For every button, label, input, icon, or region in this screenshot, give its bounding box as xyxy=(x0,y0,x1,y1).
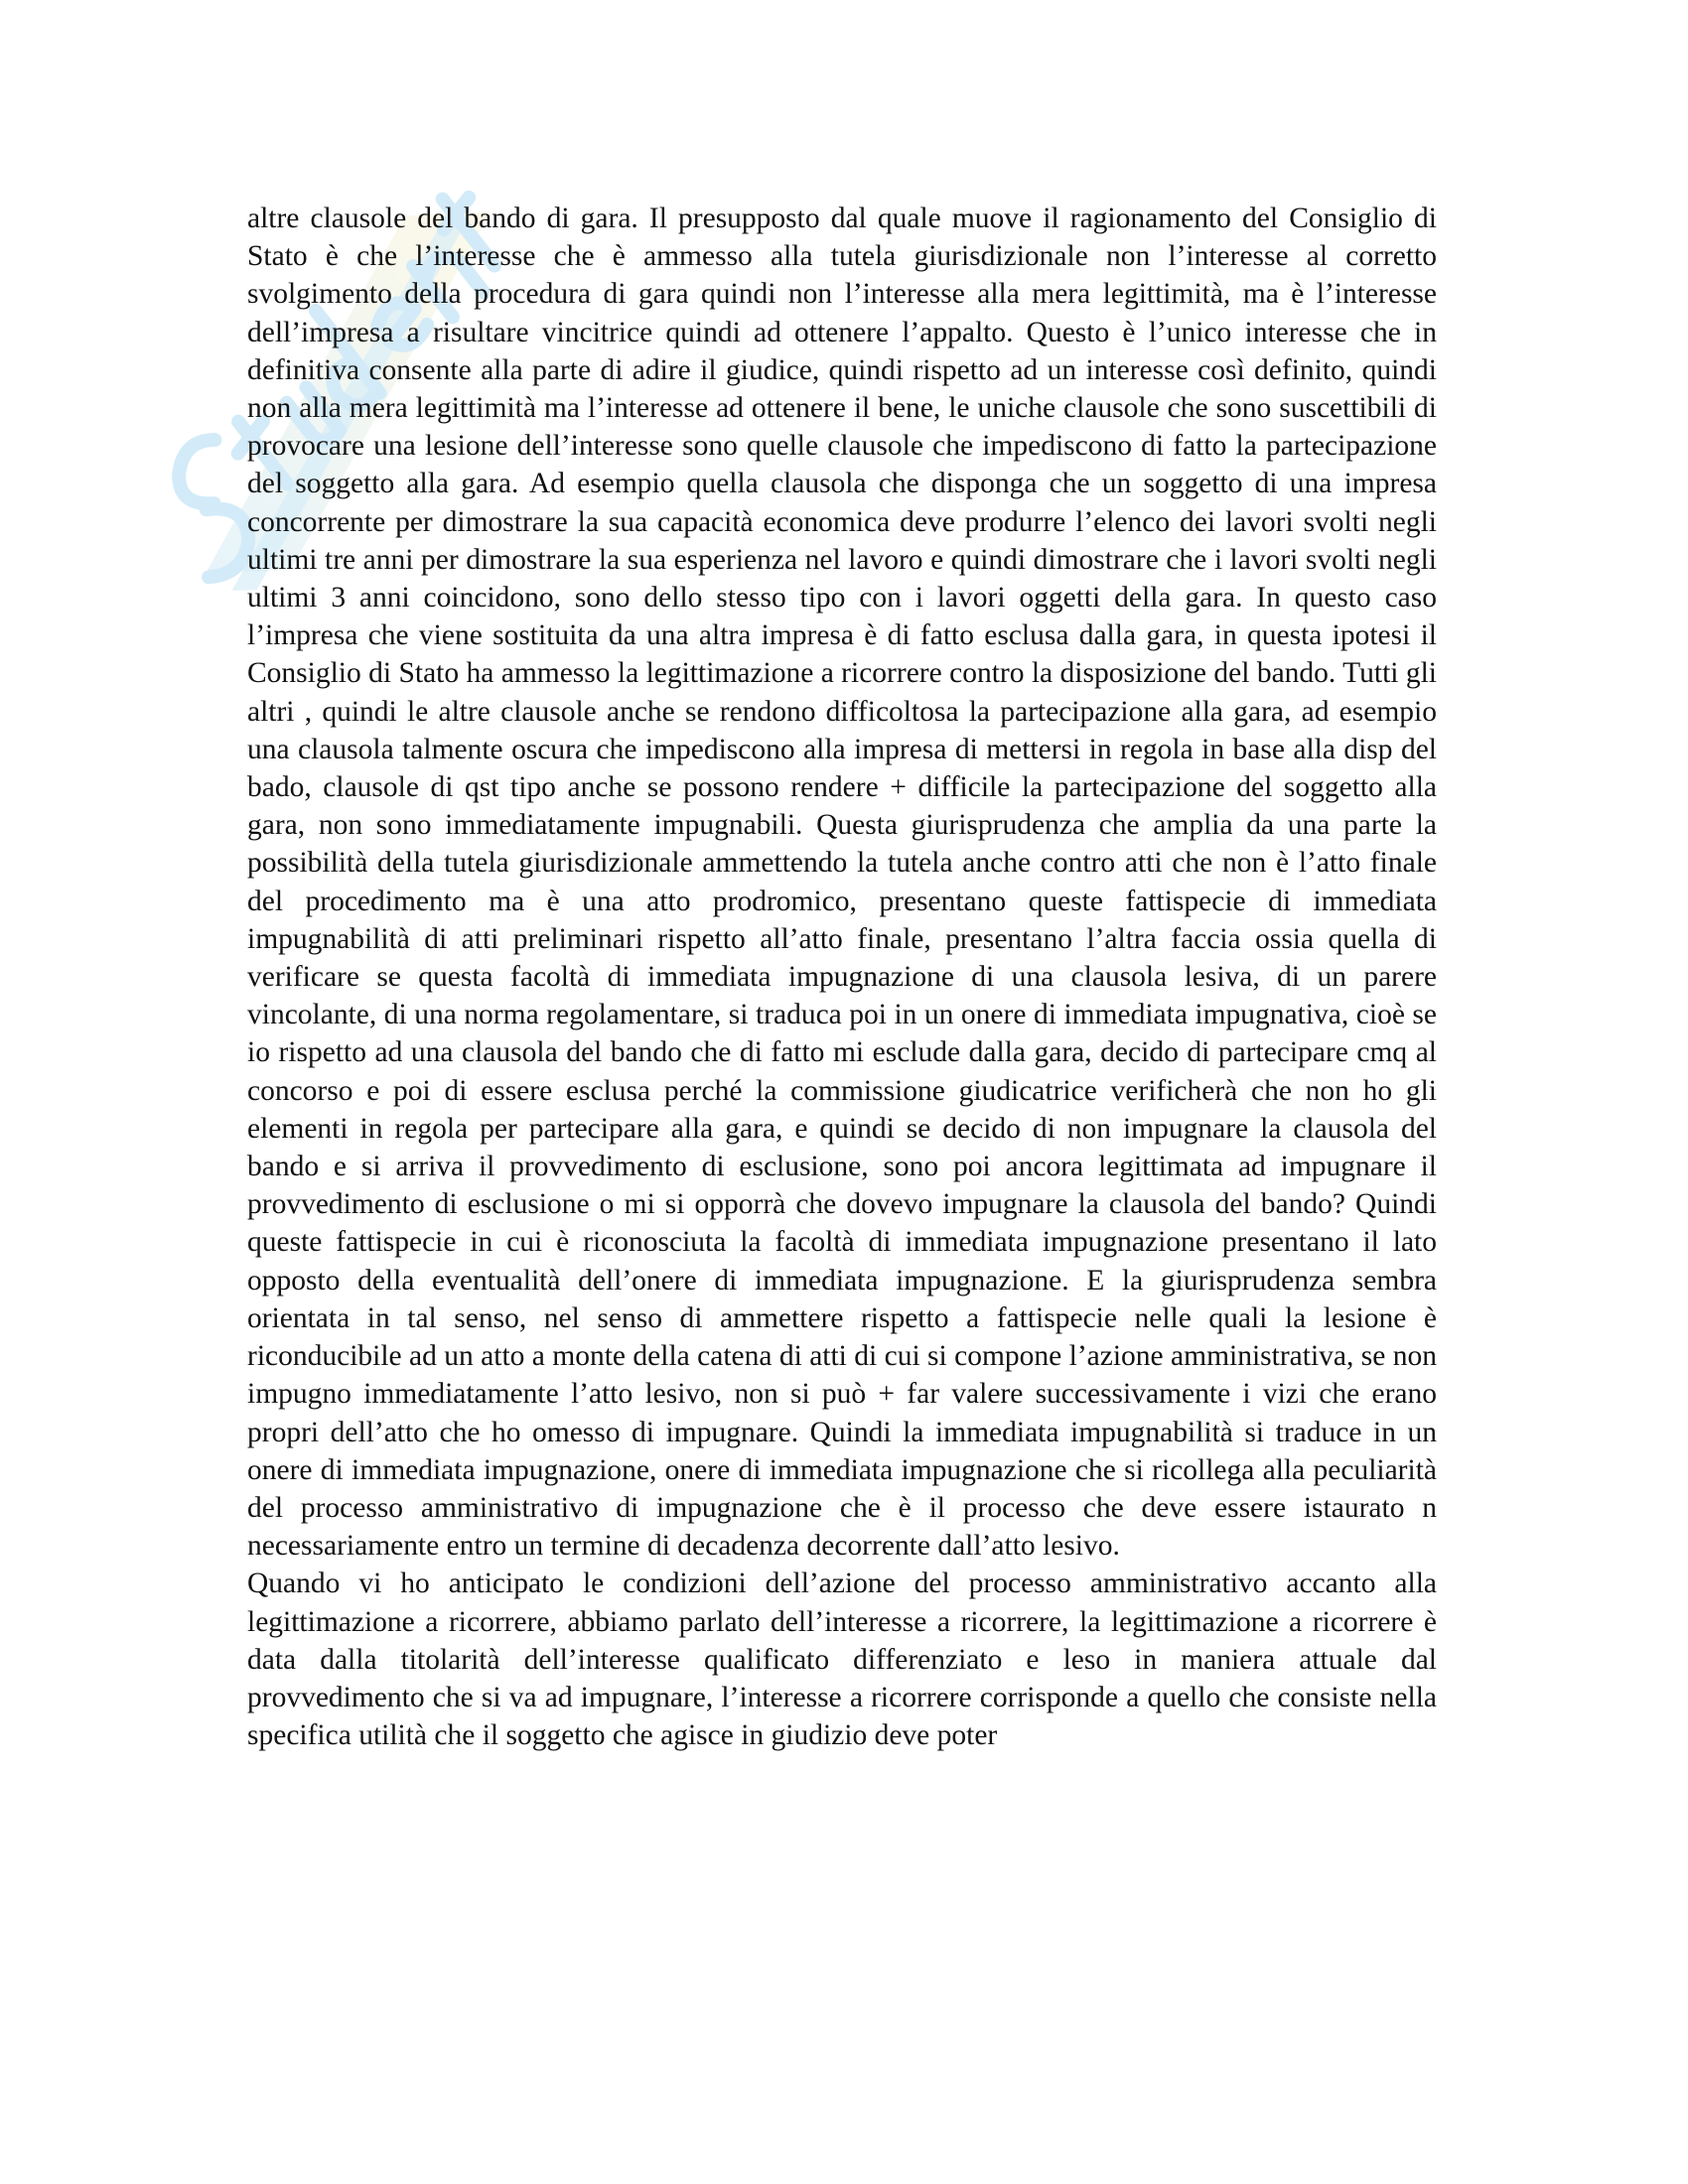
paragraph-2: Quando vi ho anticipato le condizioni dell’azione del processo amministrativo accanto alla legittimazione a ricorrere, abbiamo parlato dell’interesse a ricorrere, la legittimazione a ricorrere è data dalla titolarità dell’interesse qualificato differenziato e leso in maniera attuale dal provvedimento che si va ad impugnare, l’interesse a ricorrere corrisponde a quello che consiste nella specifica utilità che il soggetto che agisce in giudizio deve poter xyxy=(247,1568,1437,1752)
document-body xyxy=(247,200,1437,1754)
paragraph-1: altre clausole del bando di gara. Il presupposto dal quale muove il ragionamento del Consiglio di Stato è che l’interesse che è ammesso alla tutela giurisdizionale non l’interesse al corretto svolgimento della procedura di gara quindi non l’interesse alla mera legittimità, ma è l’interesse dell’impresa a risultare vincitrice quindi ad ottenere l’appalto. Questo è l’unico interesse che in definitiva consente alla parte di adire il giudice, quindi rispetto ad un interesse così definito, quindi non alla mera legittimità ma l’interesse ad ottenere il bene, le uniche clausole che sono suscettibili di provocare una lesione dell’interesse sono quelle clausole che impediscono di fatto la partecipazione del soggetto alla gara. Ad esempio quella clausola che disponga che un soggetto di una impresa concorrente per dimostrare la sua capacità economica deve produrre l’elenco dei lavori svolti negli ultimi tre anni per dimostrare la sua esperienza nel lavoro e quindi dimostrare che i lavori svolti negli ultimi 3 anni coincidono, sono dello stesso tipo con i lavori oggetti della gara. In questo caso l’impresa che viene sostituita da una altra impresa è di fatto esclusa dalla gara, in questa ipotesi il Consiglio di Stato ha ammesso la legittimazione a ricorrere contro la disposizione del bando. Tutti gli altri , quindi le altre clausole anche se rendono difficoltosa la partecipazione alla gara, ad esempio una clausola talmente oscura che impediscono alla impresa di mettersi in regola in base alla disp del bado, clausole di qst tipo anche se possono rendere + difficile la partecipazione del soggetto alla gara, non sono immediatamente impugnabili. Questa giurisprudenza che amplia da una parte la possibilità della tutela giurisdizionale ammettendo la tutela anche contro atti che non è l’atto finale del procedimento ma è una atto prodromico, presentano queste fattispecie di immediata impugnabilità di atti preliminari rispetto all’atto finale, presentano l’altra faccia ossia quella di verificare se questa facoltà di immediata impugnazione di una clausola lesiva, di un parere vincolante, di una norma regolamentare, si traduca poi in un onere di immediata impugnativa, cioè se io rispetto ad una clausola del bando che di fatto mi esclude dalla gara, decido di partecipare cmq al concorso e poi di essere esclusa perché la commissione giudicatrice verificherà che non ho gli elementi in regola per partecipare alla gara, e quindi se decido di non impugnare la clausola del bando e si arriva il provvedimento di esclusione, sono poi ancora legittimata ad impugnare il provvedimento di esclusione o mi si opporrà che dovevo impugnare la clausola del bando? Quindi queste fattispecie in cui è riconosciuta la facoltà di immediata impugnazione presentano il lato opposto della eventualità dell’onere di immediata impugnazione. E la giurisprudenza sembra orientata in tal senso, nel senso di ammettere rispetto a fattispecie nelle quali la lesione è riconducibile ad un atto a monte della catena di atti di cui si compone l’azione amministrativa, se non impugno immediatamente l’atto lesivo, non si può + far valere successivamente i vizi che erano propri dell’atto che ho omesso di impugnare. Quindi la immediata impugnabilità si traduce in un onere di immediata impugnazione, onere di immediata impugnazione che si ricollega alla peculiarità del processo amministrativo di impugnazione che è il processo che deve essere istaurato n necessariamente entro un termine di decadenza decorrente dall’atto lesivo. xyxy=(247,203,1437,1563)
